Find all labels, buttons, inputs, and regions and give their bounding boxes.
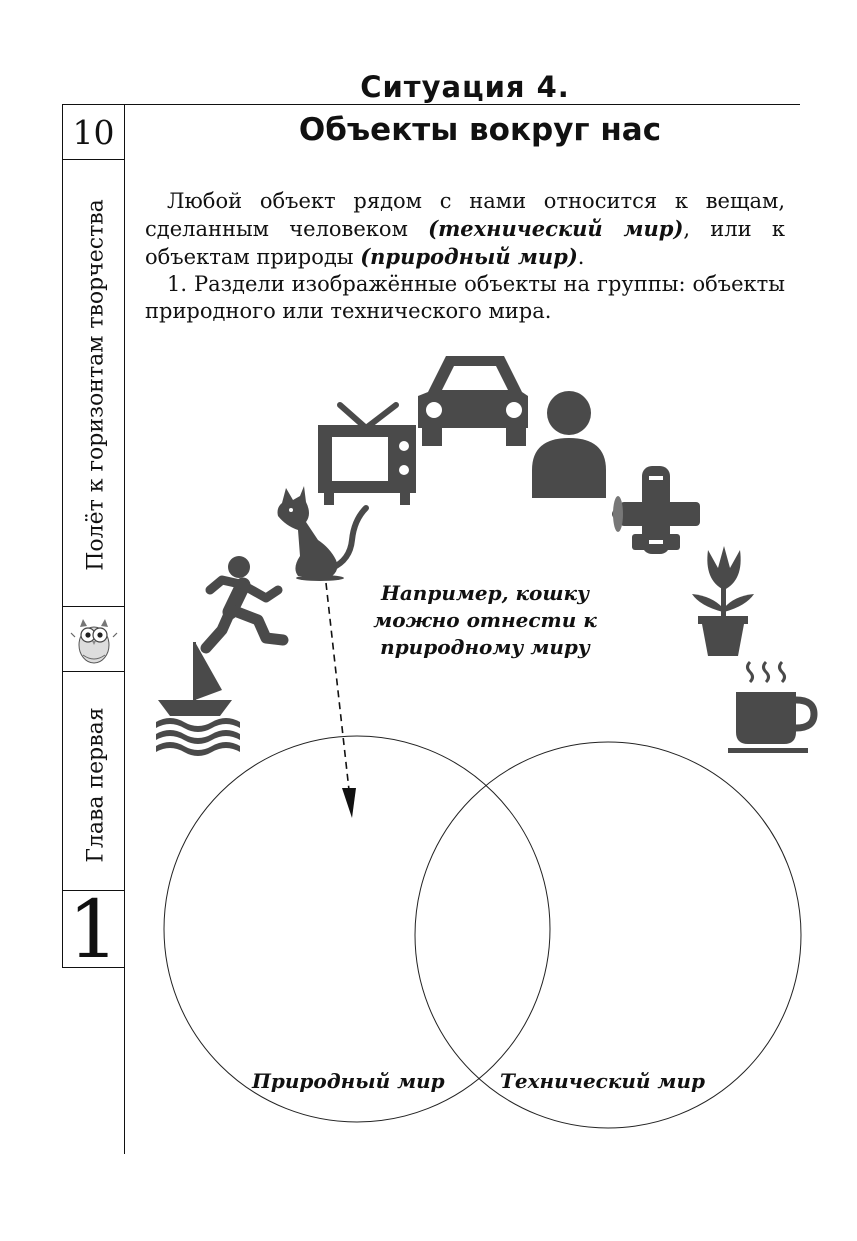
person-icon — [532, 391, 606, 498]
car-icon — [418, 356, 528, 446]
page-title: Объекты вокруг нас — [298, 112, 662, 148]
venn-label-technical: Технический мир — [500, 1069, 705, 1093]
airplane-icon — [612, 466, 700, 554]
venn-label-natural: Природный мир — [252, 1069, 445, 1093]
page-number: 10 — [62, 104, 124, 160]
cat-icon — [278, 486, 367, 581]
situation-heading: Ситуация 4. — [360, 70, 570, 104]
chapter-title: Глава первая — [83, 707, 109, 863]
book-title: Полёт к горизонтам творчества — [83, 199, 109, 571]
example-note: Например, кошку можно отнести к природному миру — [373, 581, 597, 659]
tv-icon — [318, 405, 416, 505]
chapter-number: 1 — [62, 890, 124, 968]
tulip-icon — [692, 546, 754, 656]
venn-circle-natural — [164, 736, 550, 1122]
intro-paragraph-1: Любой объект рядом с нами относится к вещам, сделанным человеком (технический мир), или к объектам природы (природный мир). — [145, 189, 785, 269]
coffee-cup-icon — [728, 662, 814, 753]
sailboat-icon — [156, 642, 240, 756]
task-paragraph: 1. Раздели изображённые объекты на группы: объекты природного или технического мира. — [145, 272, 785, 323]
running-man-icon — [206, 556, 283, 648]
